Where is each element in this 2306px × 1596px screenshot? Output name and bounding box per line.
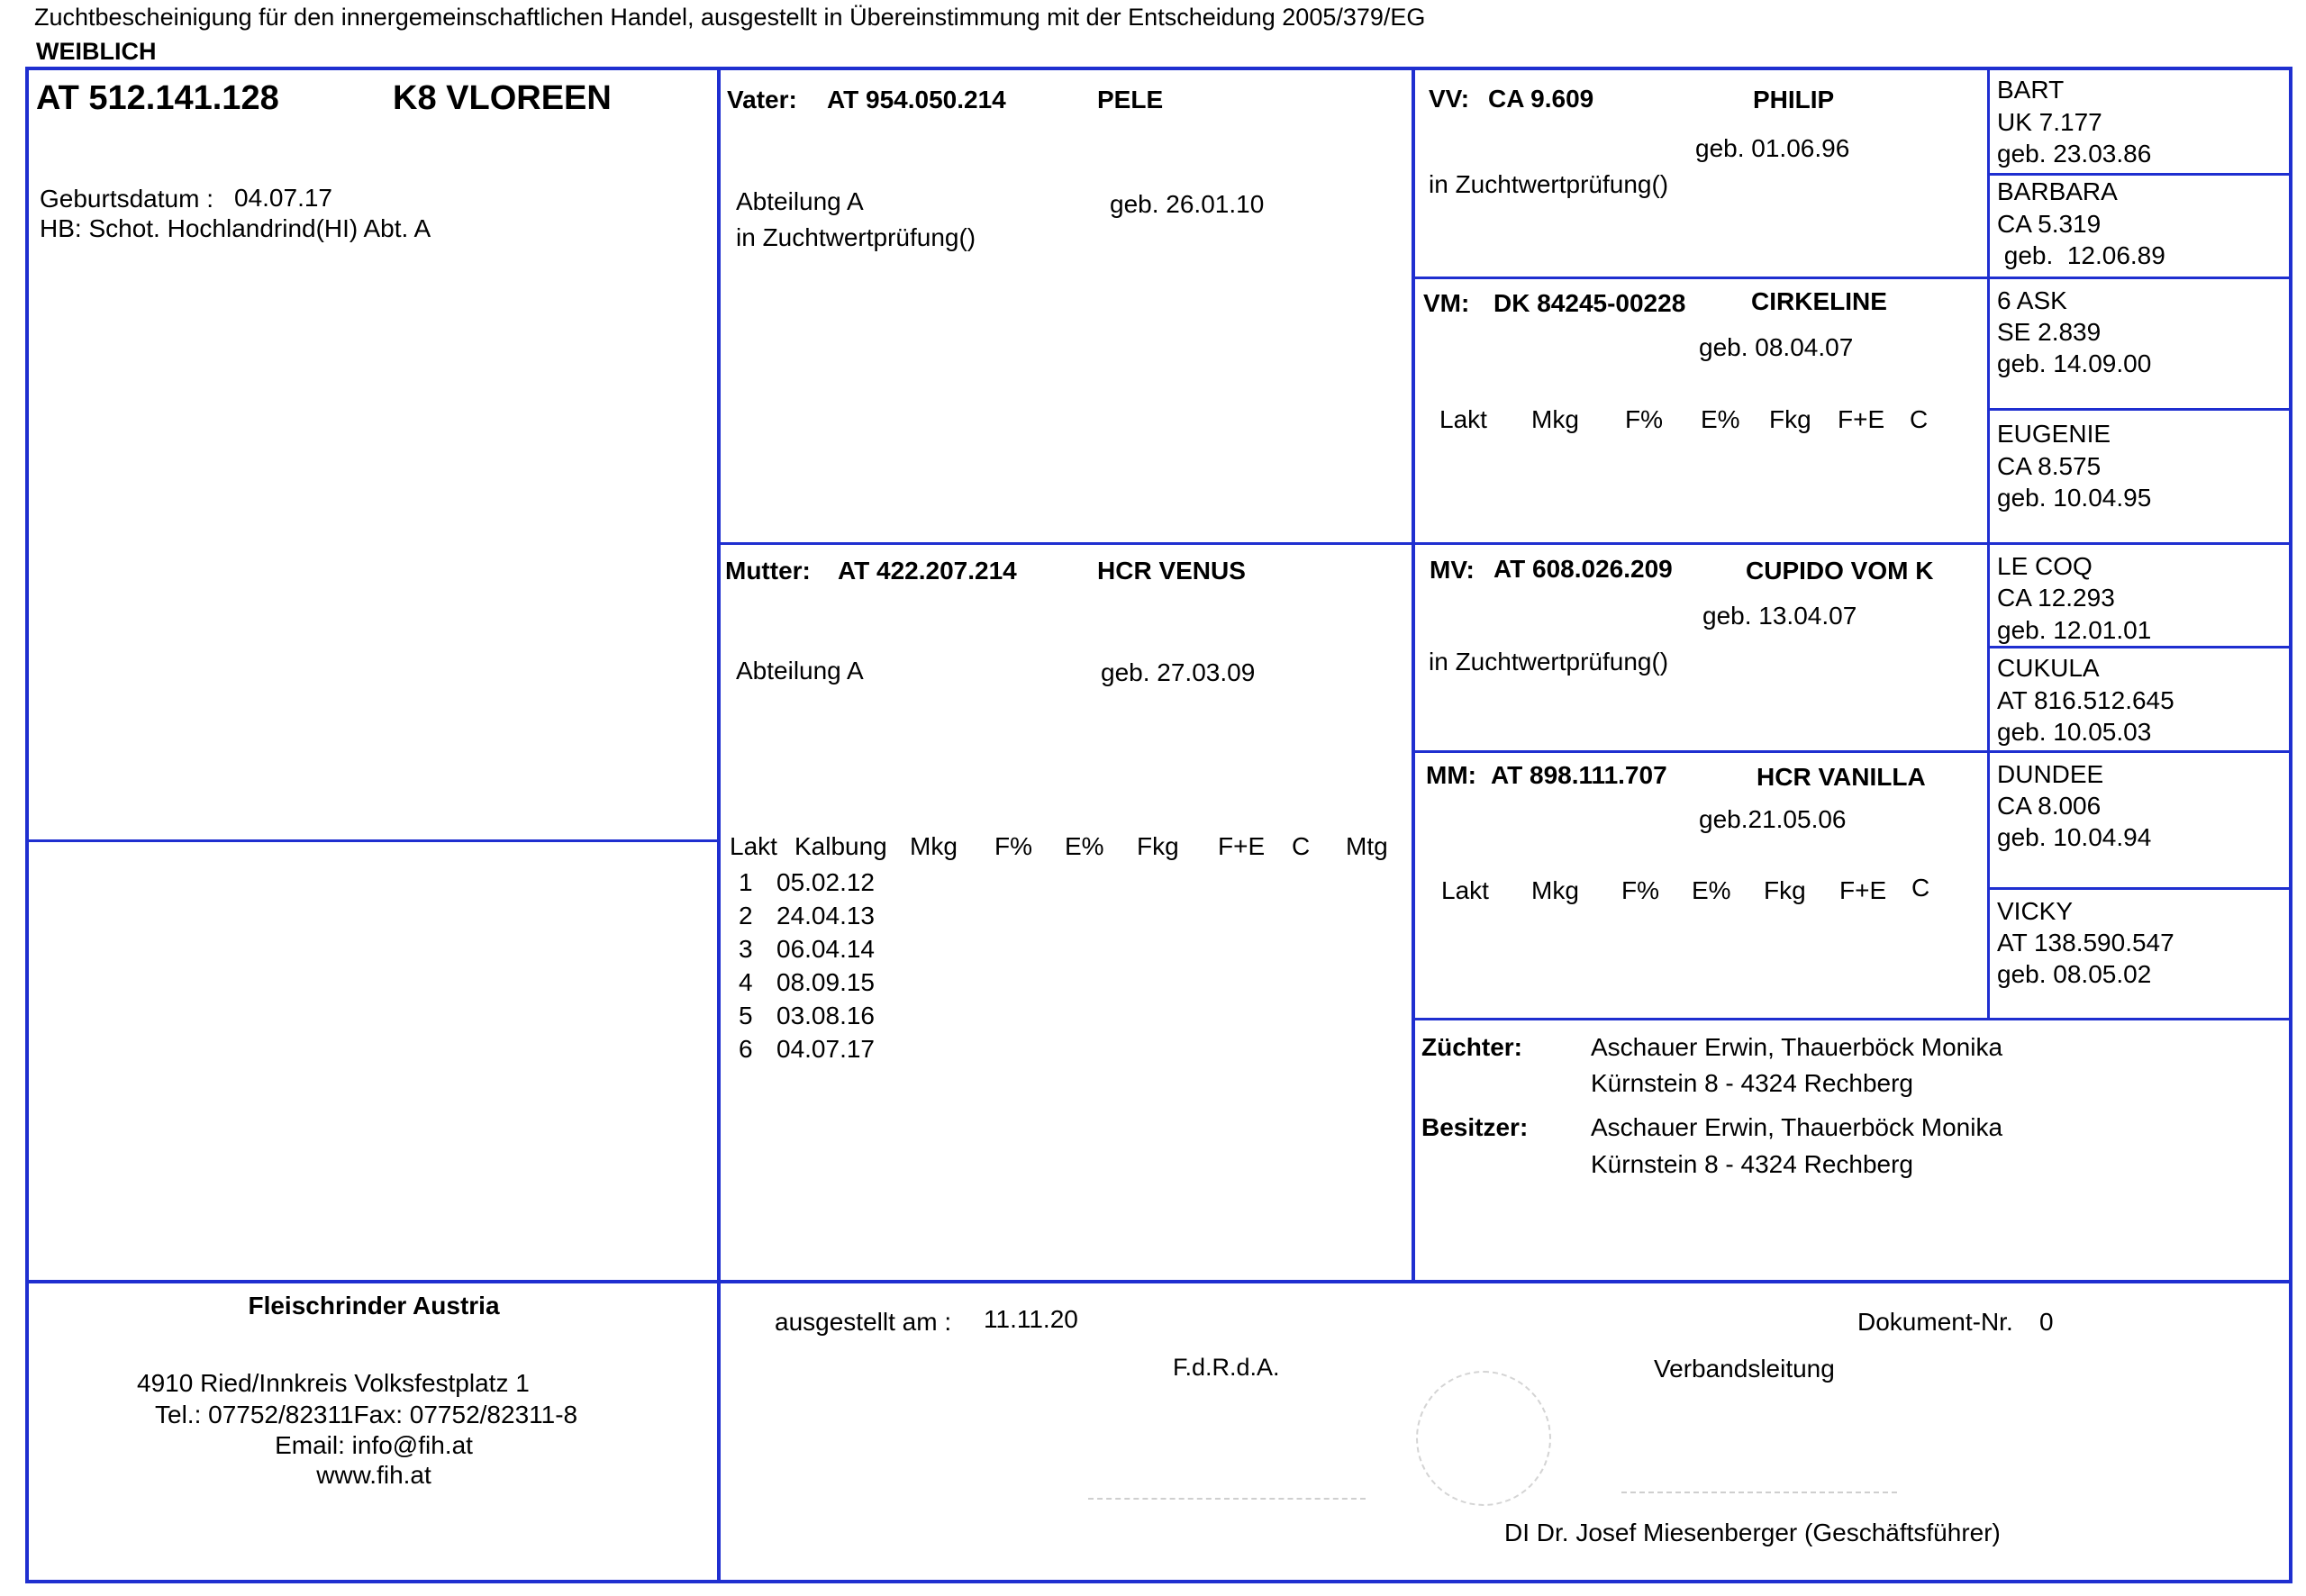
lact-date: 04.07.17 (776, 1035, 875, 1063)
association-name: Fleischrinder Austria (248, 1292, 500, 1319)
col-protein-pct: E% (1701, 405, 1740, 433)
col-protein-pct: E% (1692, 876, 1731, 904)
association-address: 4910 Ried/Innkreis Volksfestplatz 1 (137, 1369, 530, 1397)
father-label: Vater: (727, 86, 797, 113)
mm-name: HCR VANILLA (1757, 763, 1926, 791)
association-website: www.fih.at (316, 1461, 431, 1489)
ancestor-birth: geb. 23.03.86 (1997, 140, 2152, 168)
lact-nr: 6 (739, 1035, 753, 1063)
vv-status: in Zuchtwertprüfung() (1429, 170, 1669, 198)
mother-birth: geb. 27.03.09 (1101, 658, 1256, 686)
father-name: PELE (1097, 86, 1164, 113)
ancestor-name: CUKULA (1997, 654, 2100, 682)
mv-name: CUPIDO VOM K (1746, 557, 1934, 585)
certificate-title: Zuchtbescheinigung für den innergemeinschaftlichen Handel, ausgestellt in Übereinstimmung mit der Entscheidung 2005/379/EG (34, 4, 1426, 31)
birth-date: 04.07.17 (234, 184, 332, 212)
signature-line-right (1621, 1492, 1897, 1493)
mv-id: AT 608.026.209 (1493, 555, 1673, 583)
ancestor-birth: geb. 08.05.02 (1997, 960, 2152, 988)
association-email: Email: info@fih.at (275, 1431, 473, 1459)
ancestor-name: LE COQ (1997, 552, 2093, 580)
ancestor-id: UK 7.177 (1997, 108, 2102, 136)
lact-nr: 4 (739, 968, 753, 996)
col-lakt: Lakt (730, 832, 777, 860)
mv-birth: geb. 13.04.07 (1702, 602, 1857, 630)
ancestor-name: BARBARA (1997, 177, 2118, 205)
col-fat-pct: F% (994, 832, 1032, 860)
mm-id: AT 898.111.707 (1491, 761, 1667, 789)
document-number: 0 (2039, 1308, 2054, 1336)
mm-label: MM: (1426, 761, 1476, 789)
col-mkg: Mkg (1531, 405, 1579, 433)
col-mtg: Mtg (1346, 832, 1388, 860)
board-label: Verbandsleitung (1654, 1355, 1835, 1383)
mv-status: in Zuchtwertprüfung() (1429, 648, 1669, 676)
lact-nr: 5 (739, 1002, 753, 1029)
issue-date-label: ausgestellt am : (775, 1308, 952, 1336)
ancestor-name: BART (1997, 76, 2065, 104)
col-fkg: Fkg (1764, 876, 1806, 904)
signatory-name: DI Dr. Josef Miesenberger (Geschäftsführer) (1504, 1519, 2001, 1546)
fdrda-label: F.d.R.d.A. (1173, 1354, 1280, 1381)
mother-id: AT 422.207.214 (838, 557, 1017, 585)
vm-birth: geb. 08.04.07 (1699, 333, 1854, 361)
col-c: C (1292, 832, 1311, 860)
breeder-name: Aschauer Erwin, Thauerböck Monika (1591, 1033, 2003, 1061)
ancestor-id: CA 5.319 (1997, 210, 2102, 238)
col-c: C (1911, 874, 1930, 902)
vv-label: VV: (1429, 85, 1470, 113)
col-fkg: Fkg (1769, 405, 1811, 433)
ancestor-birth: geb. 14.09.00 (1997, 349, 2152, 377)
col-c: C (1910, 405, 1929, 433)
ancestor-id: CA 8.575 (1997, 452, 2102, 480)
owner-address: Kürnstein 8 - 4324 Rechberg (1591, 1150, 1913, 1178)
ancestor-id: SE 2.839 (1997, 318, 2102, 346)
ancestor-name: DUNDEE (1997, 760, 2104, 788)
ancestor-birth: geb. 10.04.94 (1997, 823, 2152, 851)
father-birth: geb. 26.01.10 (1110, 190, 1265, 218)
lact-date: 08.09.15 (776, 968, 875, 996)
col-fat-pct: F% (1625, 405, 1663, 433)
vv-birth: geb. 01.06.96 (1695, 134, 1850, 162)
lact-nr: 3 (739, 935, 753, 963)
lact-date: 06.04.14 (776, 935, 875, 963)
vm-name: CIRKELINE (1751, 287, 1887, 315)
col-f-plus-e: F+E (1218, 832, 1266, 860)
father-id: AT 954.050.214 (827, 86, 1006, 113)
lact-date: 24.04.13 (776, 902, 875, 929)
ancestor-birth: geb. 10.04.95 (1997, 484, 2152, 512)
col-mkg: Mkg (1531, 876, 1579, 904)
ancestor-id: AT 816.512.645 (1997, 686, 2174, 714)
vv-name: PHILIP (1753, 86, 1835, 113)
stamp-placeholder (1416, 1371, 1551, 1506)
lact-nr: 1 (739, 868, 753, 896)
col-kalbung: Kalbung (794, 832, 887, 860)
herdbook-info: HB: Schot. Hochlandrind(HI) Abt. A (40, 214, 431, 242)
lact-date: 05.02.12 (776, 868, 875, 896)
ancestor-name: VICKY (1997, 897, 2074, 925)
col-lakt: Lakt (1441, 876, 1489, 904)
breeder-address: Kürnstein 8 - 4324 Rechberg (1591, 1069, 1913, 1097)
col-fat-pct: F% (1621, 876, 1659, 904)
ancestor-id: AT 138.590.547 (1997, 929, 2174, 957)
sex-label: WEIBLICH (36, 38, 157, 65)
owner-label: Besitzer: (1421, 1113, 1529, 1141)
animal-name: K8 VLOREEN (393, 79, 612, 117)
birth-date-label: Geburtsdatum : (40, 185, 213, 213)
ancestor-name: EUGENIE (1997, 420, 2111, 448)
ancestor-birth: geb. 12.01.01 (1997, 616, 2152, 644)
father-status: in Zuchtwertprüfung() (736, 223, 976, 251)
mv-label: MV: (1430, 556, 1475, 584)
mother-name: HCR VENUS (1097, 557, 1246, 585)
lact-nr: 2 (739, 902, 753, 929)
signature-line-left (1088, 1498, 1366, 1500)
ancestor-id: CA 8.006 (1997, 792, 2102, 820)
ancestor-birth: geb. 10.05.03 (1997, 718, 2152, 746)
father-section-label: Abteilung A (736, 187, 864, 215)
owner-name: Aschauer Erwin, Thauerböck Monika (1591, 1113, 2003, 1141)
ancestor-id: CA 12.293 (1997, 584, 2115, 612)
vv-id: CA 9.609 (1488, 85, 1594, 113)
ancestor-name: 6 ASK (1997, 286, 2067, 314)
vm-id: DK 84245-00228 (1493, 289, 1686, 317)
breeder-label: Züchter: (1421, 1033, 1522, 1061)
vm-label: VM: (1423, 289, 1470, 317)
col-f-plus-e: F+E (1838, 405, 1885, 433)
mm-birth: geb.21.05.06 (1699, 805, 1847, 833)
association-phone: Tel.: 07752/82311Fax: 07752/82311-8 (155, 1401, 578, 1428)
col-f-plus-e: F+E (1839, 876, 1887, 904)
animal-id: AT 512.141.128 (36, 79, 279, 117)
col-lakt: Lakt (1439, 405, 1487, 433)
issue-date: 11.11.20 (984, 1305, 1078, 1333)
col-protein-pct: E% (1065, 832, 1104, 860)
mother-section-label: Abteilung A (736, 657, 864, 685)
col-mkg: Mkg (910, 832, 958, 860)
lact-date: 03.08.16 (776, 1002, 875, 1029)
document-number-label: Dokument-Nr. (1857, 1308, 2013, 1336)
col-fkg: Fkg (1137, 832, 1179, 860)
mother-label: Mutter: (725, 557, 811, 585)
ancestor-birth: geb. 12.06.89 (1997, 241, 2165, 269)
